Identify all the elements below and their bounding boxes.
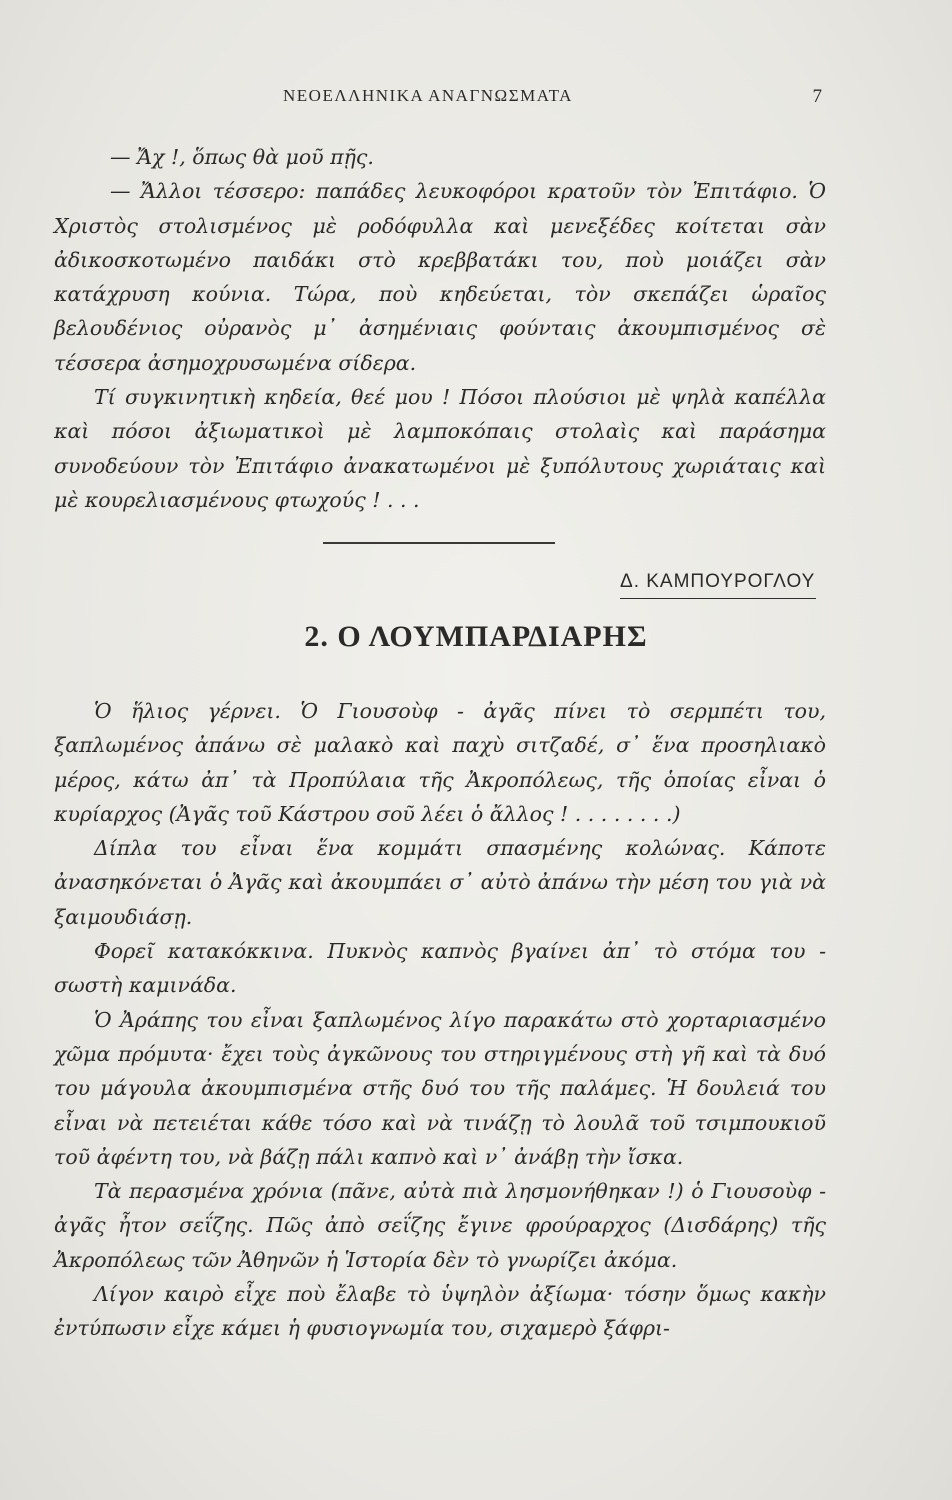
paragraph: Φορεῖ κατακόκκινα. Πυκνὸς καπνὸς βγαίνει ἀπ᾽ τὸ στόμα του - σωστὴ καμινάδα. — [54, 939, 826, 998]
dialogue-line: — Ἄχ !, ὅπως θὰ μοῦ πῇς. — [110, 145, 374, 169]
paragraph: Δίπλα του εἶναι ἕνα κομμάτι σπασμένης κολώνας. Κάποτε ἀνασηκόνεται ὁ Ἀγᾶς καὶ ἀκουμπάει σ᾽ αὐτὸ ἀπάνω τὴν μέση του γιὰ νὰ ξαιμουδιάσῃ. — [54, 836, 826, 929]
section-heading: 2. Ο ΛΟΥΜΠΑΡΔΙΑΡΗΣ — [304, 620, 648, 653]
running-head — [0, 86, 952, 114]
page-number: 7 — [812, 86, 822, 107]
paragraph: Ὁ ἥλιος γέρνει. Ὁ Γιουσοὺφ - ἀγᾶς πίνει τὸ σερμπέτι του, ξαπλωμένος ἀπάνω σὲ μαλακὸ καὶ παχὺ σιτζαδέ, σ᾽ ἕνα προσηλιακὸ μέρος, κάτω ἀπ᾽ τὰ Προπύλαια τῆς Ἀκροπόλεως, τῆς ὁποίας εἶναι ὁ κυρίαρχος (Ἀγᾶς τοῦ Κάστρου σοῦ λέει ὁ ἄλλος ! . . . . . . . .) — [54, 699, 826, 826]
header-title: ΝΕΟΕΛΛΗΝΙΚΑ ΑΝΑΓΝΩΣΜΑΤΑ — [283, 86, 573, 105]
signature-underline — [620, 598, 816, 599]
paragraph: — Ἄλλοι τέσσερο: παπάδες λευκοφόροι κρατοῦν τὸν Ἐπιτάφιο. Ὁ Χριστὸς στολισμένος μὲ ροδόφυλλα καὶ μενεξέδες κοίτεται σὰν ἀδικοσκοτωμένο παιδάκι στὸ κρεββατάκι του, ποὺ μοιάζει σὰν κατάχρυση κούνια. Τώρα, ποὺ κηδεύεται, τὸν σκεπάζει ὡραῖος βελουδένιος οὐρανὸς μ᾽ ἀσημένιαις φούνταις ἀκουμπισμένος σὲ τέσσερα ἀσημοχρυσωμένα σίδερα. — [54, 179, 826, 375]
paragraph: Τί συγκινητικὴ κηδεία, θεέ μου ! Πόσοι πλούσιοι μὲ ψηλὰ καπέλλα καὶ πόσοι ἀξιωματικοὶ μὲ λαμποκόπαις στολαὶς καὶ παράσημα συνοδεύουν τὸν Ἐπιτάφιο ἀνακατωμένοι μὲ ξυπόλυτους χωριάταις καὶ μὲ κουρελιασμένους φτωχούς ! . . . — [54, 385, 826, 512]
author-signature: Δ. ΚΑΜΠΟΥΡΟΓΛΟΥ — [620, 571, 816, 592]
paragraph: Ὁ Ἀράπης του εἶναι ξαπλωμένος λίγο παρακάτω στὸ χορταριασμένο χῶμα πρόμυτα· ἔχει τοὺς ἀγκῶνους του στηριγμένους στὴ γῆ καὶ τὰ δυό του μάγουλα ἀκουμπισμένα στῆς δυό του τῆς παλάμες. Ἡ δουλειά του εἶναι νὰ πετειέται κάθε τόσο καὶ νὰ τινάζῃ τὸ λουλᾶ τοῦ τσιμπουκιοῦ τοῦ ἀφέντη του, νὰ βάζῃ πάλι καπνὸ καὶ ν᾽ ἀνάβῃ τὴν ἴσκα. — [54, 1007, 826, 1169]
paragraph: Λίγον καιρὸ εἶχε ποὺ ἔλαβε τὸ ὑψηλὸν ἀξίωμα· τόσην ὅμως κακὴν ἐντύπωσιν εἶχε κάμει ἡ φυσιογνωμία του, σιχαμερὸ ξάφρι- — [54, 1282, 826, 1341]
story-ending-text — [54, 140, 826, 517]
section-body-text — [54, 694, 826, 1346]
section-divider-rule — [323, 542, 555, 544]
paragraph: Τὰ περασμένα χρόνια (πᾶνε, αὐτὰ πιὰ λησμονήθηκαν !) ὁ Γιουσοὺφ - ἀγᾶς ἦτον σεΐζης. Πῶς ἀπὸ σεΐζης ἔγινε φρούραρχος (Δισδάρης) τῆς Ἀκροπόλεως τῶν Ἀθηνῶν ἡ Ἱστορία δὲν τὸ γνωρίζει ἀκόμα. — [54, 1179, 826, 1272]
